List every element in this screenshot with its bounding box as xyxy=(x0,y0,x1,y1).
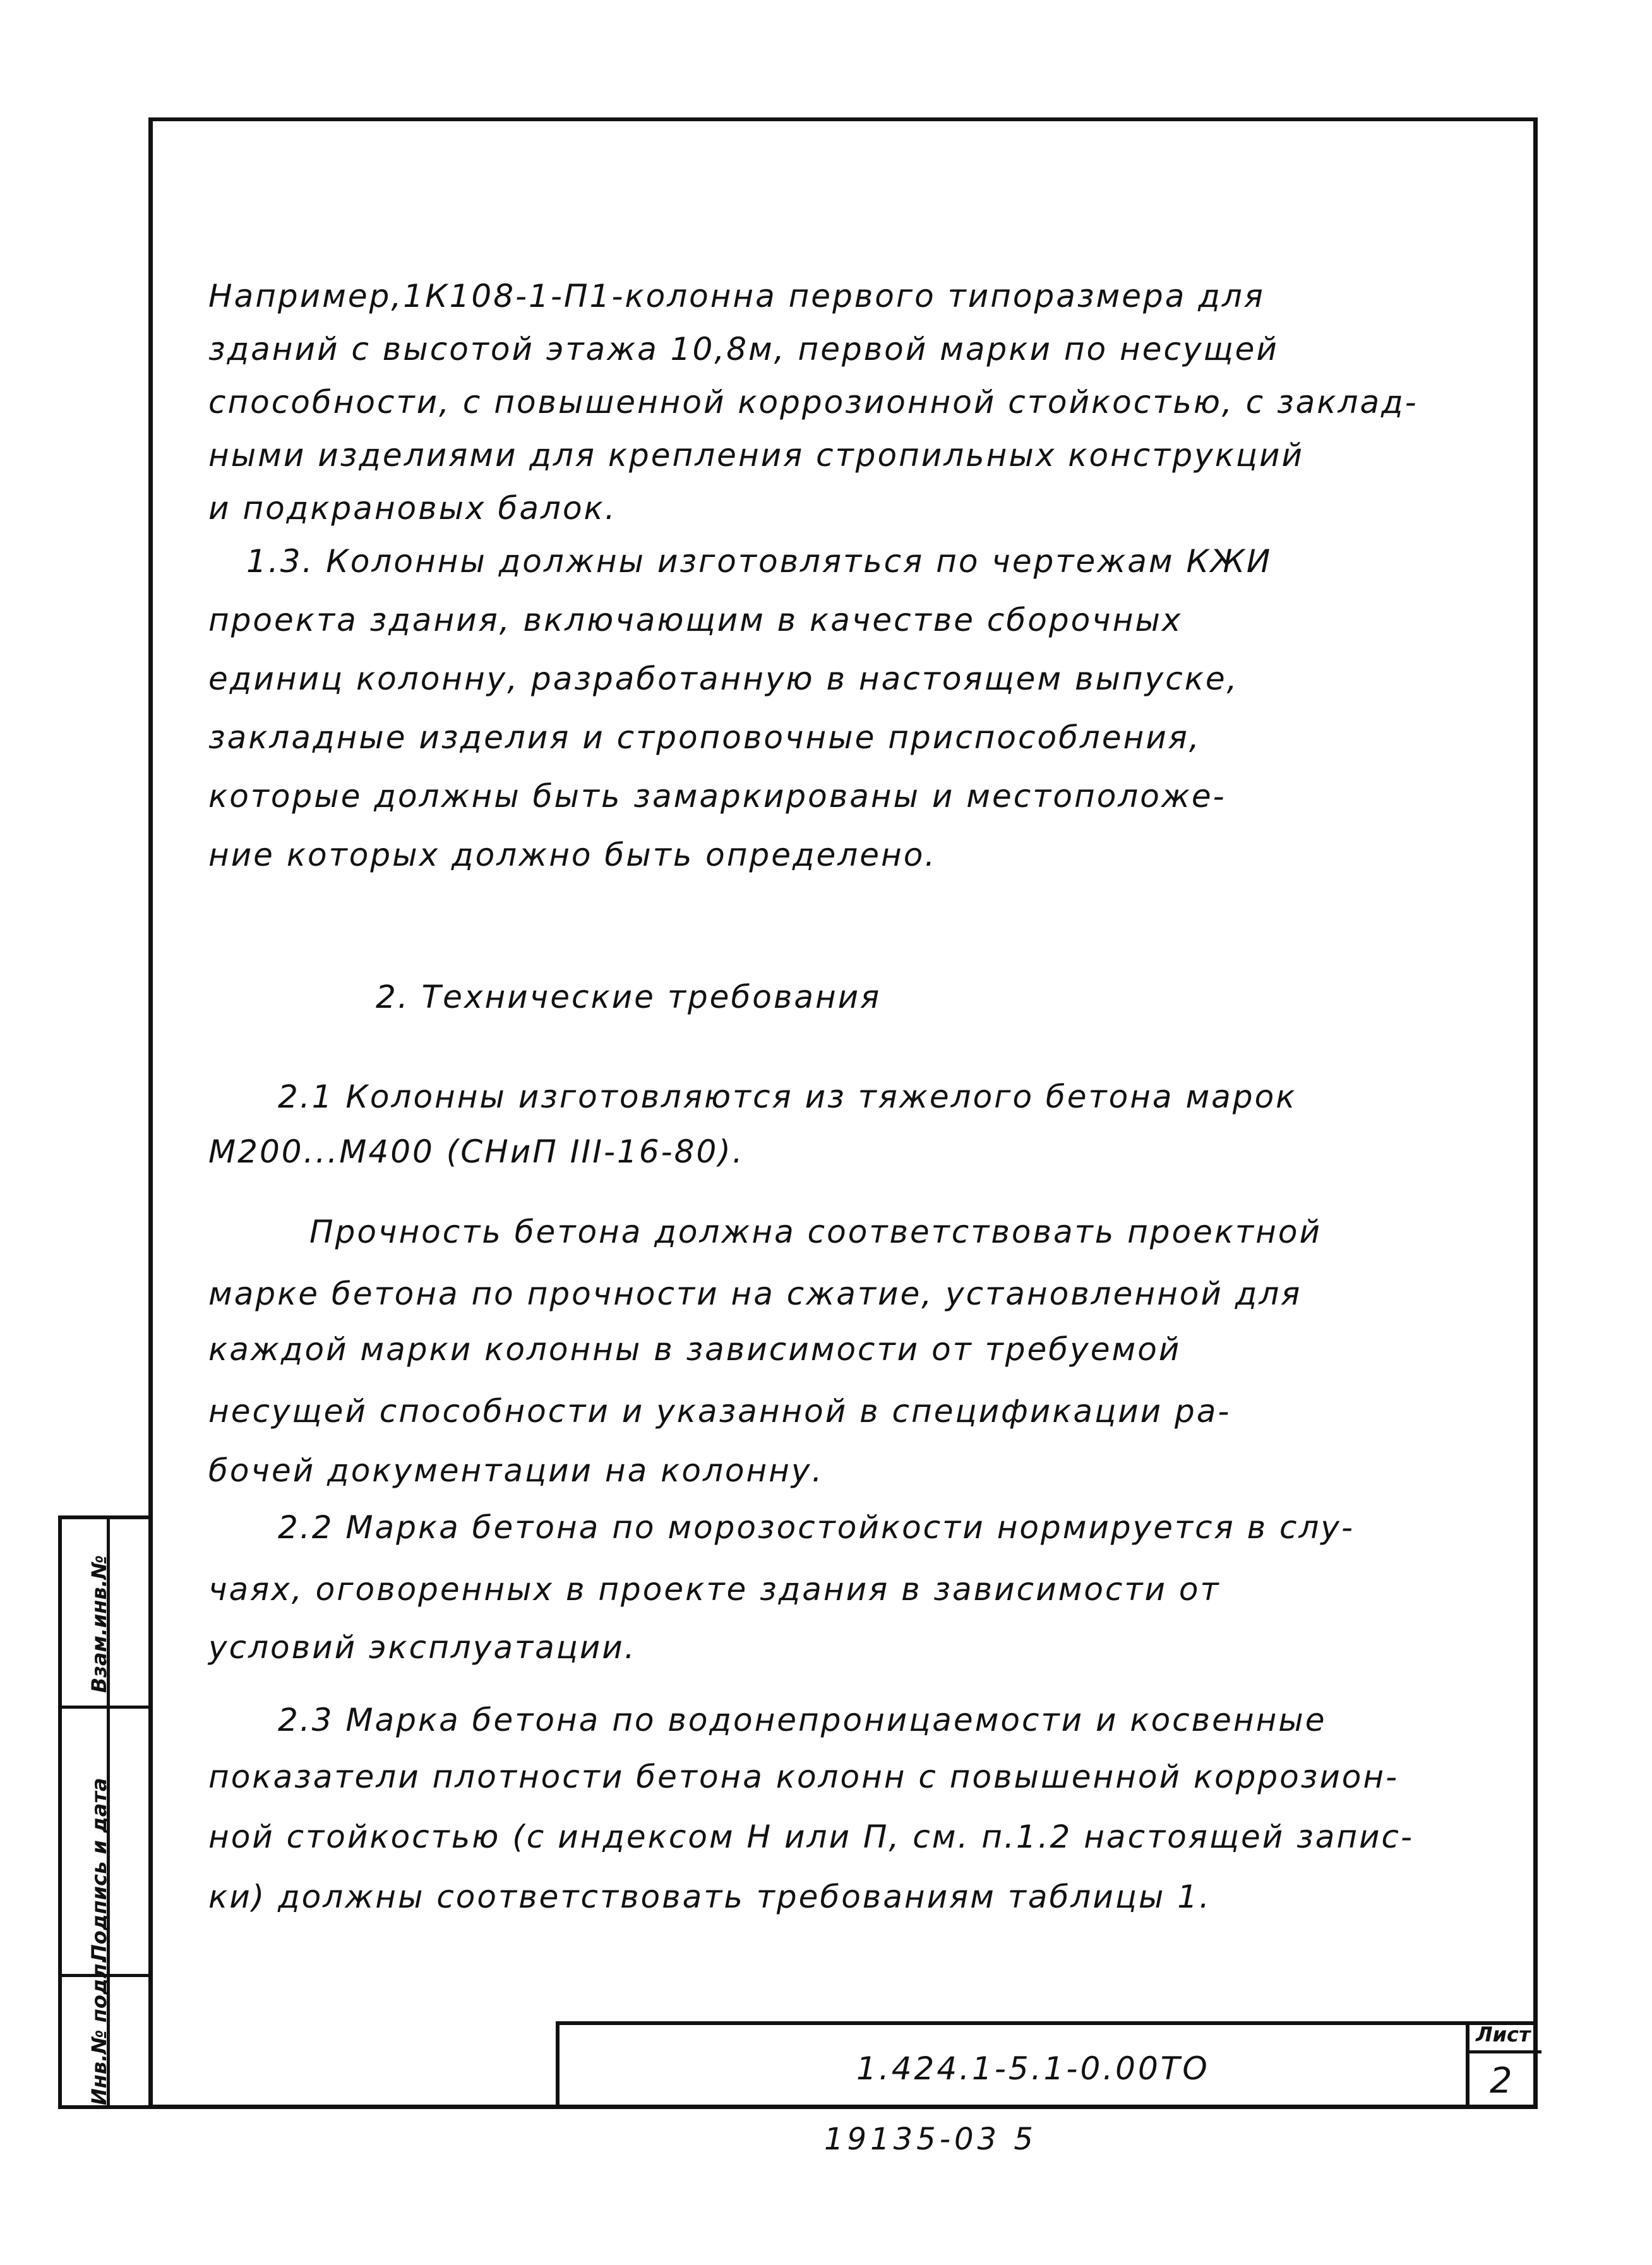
text-line: 2.2 Марка бетона по морозостойкости нормируется в слу- xyxy=(278,1509,1355,1546)
text-line: ние которых должно быть определено. xyxy=(208,837,937,873)
text-line: которые должны быть замаркированы и местоположе- xyxy=(208,778,1226,815)
sheet-divider xyxy=(1469,2050,1541,2053)
text-line: способности, с повышенной коррозионной стойкостью, с заклад- xyxy=(208,384,1418,421)
text-line: 2.3 Марка бетона по водонепроницаемости и косвенные xyxy=(278,1702,1327,1738)
text-line: проекта здания, включающим в качестве сборочных xyxy=(208,602,1183,638)
sheet-label: Лист xyxy=(1476,2023,1531,2047)
signature-date-label: Подпись и дата xyxy=(87,1778,111,1961)
archive-code: 19135-03 5 xyxy=(824,2122,1037,2157)
sheet-cell xyxy=(1466,2021,1541,2109)
text-line: марке бетона по прочности на сжатие, установленной для xyxy=(208,1276,1302,1312)
text-line: единиц колонну, разработанную в настоящем выпуске, xyxy=(208,660,1239,697)
side-stamp xyxy=(58,1515,153,2109)
text-line: закладные изделия и строповочные приспособления, xyxy=(208,719,1201,756)
original-inventory-label: Инв.№ подл. xyxy=(87,1956,111,2105)
text-line: бочей документации на колонну. xyxy=(208,1452,824,1489)
text-line: М200...М400 (СНиП III-16-80). xyxy=(208,1133,745,1170)
text-line: несущей способности и указанной в спецификации ра- xyxy=(208,1393,1231,1430)
text-line: 1.3. Колонны должны изготовляться по чертежам КЖИ xyxy=(246,543,1272,580)
text-line: чаях, оговоренных в проекте здания в зависимости от xyxy=(208,1571,1221,1608)
side-stamp-divider xyxy=(62,1706,153,1709)
text-line: ными изделиями для крепления стропильных конструкций xyxy=(208,437,1304,474)
text-line: зданий с высотой этажа 10,8м, первой марки по несущей xyxy=(208,331,1279,368)
text-line: условий эксплуатации. xyxy=(208,1629,637,1666)
text-line: ки) должны соответствовать требованиям таблицы 1. xyxy=(208,1879,1211,1915)
text-line: Например,1К108-1-П1-колонна первого типоразмера для xyxy=(208,278,1265,314)
text-line: 2.1 Колонны изготовляются из тяжелого бетона марок xyxy=(278,1079,1297,1115)
text-line: каждой марки колонны в зависимости от требуемой xyxy=(208,1331,1182,1368)
text-line: Прочность бетона должна соответствовать проектной xyxy=(309,1214,1322,1250)
replacement-inventory-label: Взам.инв.№ xyxy=(87,1555,111,1693)
text-line: показатели плотности бетона колонн с повышенной коррозион- xyxy=(208,1759,1399,1795)
section-heading: 2. Технические требования xyxy=(376,979,882,1015)
sheet-number: 2 xyxy=(1490,2060,1512,2101)
text-line: и подкрановых балок. xyxy=(208,490,617,527)
document-code: 1.424.1-5.1-0.00ТО xyxy=(856,2050,1210,2087)
title-block xyxy=(556,2021,1538,2109)
text-line: ной стойкостью (с индексом Н или П, см. п.1.2 настоящей запис- xyxy=(208,1819,1415,1855)
